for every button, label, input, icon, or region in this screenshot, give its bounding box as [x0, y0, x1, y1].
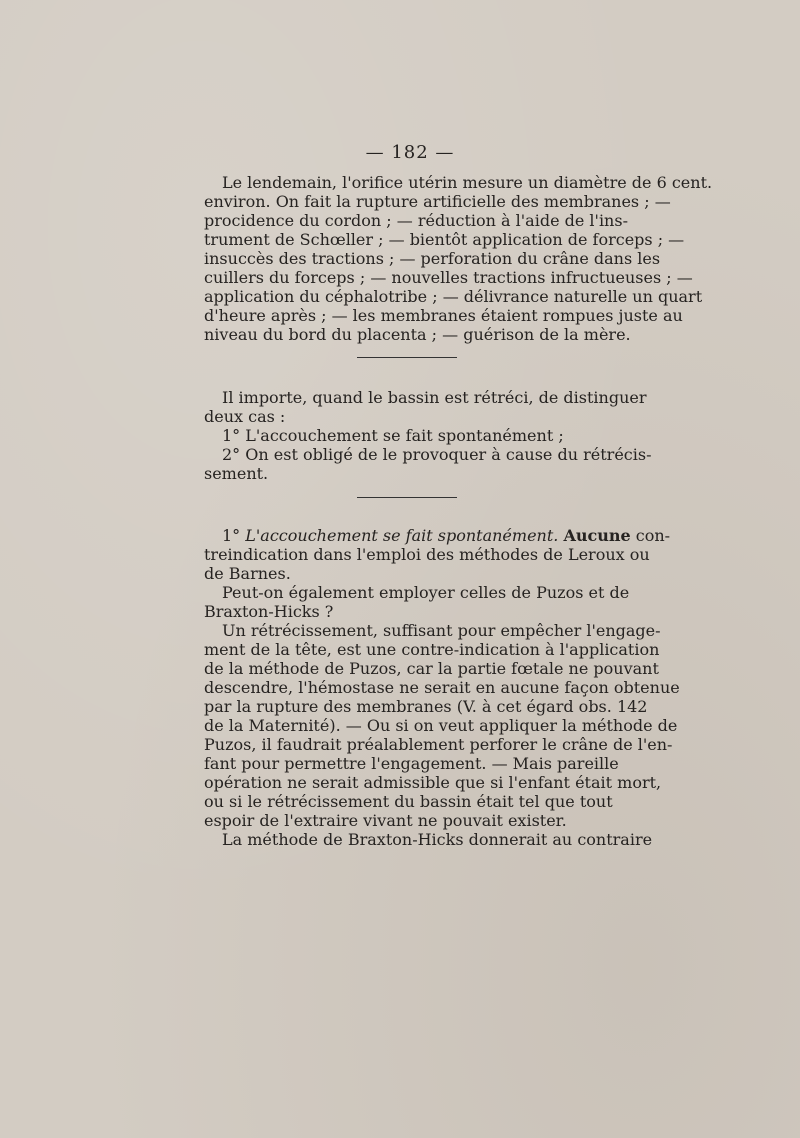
- text-line: ou si le rétrécissement du bassin était tel que tout: [204, 792, 613, 811]
- text-line: sement.: [204, 464, 269, 483]
- text-line: Un rétrécissement, suffisant pour empêcher l'engage-: [222, 621, 661, 640]
- text-line: de la Maternité). — Ou si on veut appliquer la méthode de: [204, 716, 678, 735]
- page-number: — 182 —: [365, 142, 455, 163]
- section-divider: [357, 497, 457, 498]
- text-line: fant pour permettre l'engagement. — Mais pareille: [204, 754, 619, 773]
- text-line: Braxton-Hicks ?: [204, 602, 334, 621]
- text-line: de la méthode de Puzos, car la partie fœtale ne pouvant: [204, 659, 659, 678]
- text-line: Le lendemain, l'orifice utérin mesure un diamètre de 6 cent.: [222, 173, 713, 192]
- text-line: trument de Schœller ; — bientôt application de forceps ; —: [204, 230, 685, 249]
- text-line: treindication dans l'emploi des méthodes de Leroux ou: [204, 545, 650, 564]
- section-heading-line: [204, 526, 671, 545]
- section-heading: L'accouchement se fait spontanément.: [245, 526, 559, 545]
- heading-tail: con-: [635, 526, 671, 545]
- text-line: opération ne serait admissible que si l'enfant était mort,: [204, 773, 662, 792]
- section-divider: [357, 357, 457, 358]
- text-line: de Barnes.: [204, 564, 291, 583]
- text-line: espoir de l'extraire vivant ne pouvait exister.: [204, 811, 567, 830]
- text-line: descendre, l'hémostase ne serait en aucune façon obtenue: [204, 678, 680, 697]
- text-line: procidence du cordon ; — réduction à l'aide de l'ins-: [204, 211, 628, 230]
- heading-lead-word: Aucune: [563, 526, 631, 545]
- text-line: par la rupture des membranes (V. à cet égard obs. 142: [204, 697, 648, 716]
- distinction-paragraph: [204, 388, 652, 483]
- text-line: d'heure après ; — les membranes étaient rompues juste au: [204, 306, 683, 325]
- text-line: Il importe, quand le bassin est rétréci, de distinguer: [222, 388, 647, 407]
- text-line: insuccès des tractions ; — perforation du crâne dans les: [204, 249, 661, 268]
- text-line: La méthode de Braxton-Hicks donnerait au contraire: [222, 830, 653, 849]
- text-line: ment de la tête, est une contre-indication à l'application: [204, 640, 660, 659]
- text-line: Puzos, il faudrait préalablement perforer le crâne de l'en-: [204, 735, 673, 754]
- case-paragraph: [204, 173, 713, 344]
- heading-number: 1°: [222, 526, 241, 545]
- spontaneous-delivery-section: [204, 526, 680, 849]
- text-line: deux cas :: [204, 407, 286, 426]
- text-line: Peut-on également employer celles de Puzos et de: [222, 583, 630, 602]
- text-line: cuillers du forceps ; — nouvelles tractions infructueuses ; —: [204, 268, 693, 287]
- text-line: niveau du bord du placenta ; — guérison de la mère.: [204, 325, 631, 344]
- text-line: application du céphalotribe ; — délivrance naturelle un quart: [204, 287, 703, 306]
- text-line: 2° On est obligé de le provoquer à cause du rétrécis-: [222, 445, 652, 464]
- text-line: 1° L'accouchement se fait spontanément ;: [222, 426, 564, 445]
- text-line: environ. On fait la rupture artificielle des membranes ; —: [204, 192, 671, 211]
